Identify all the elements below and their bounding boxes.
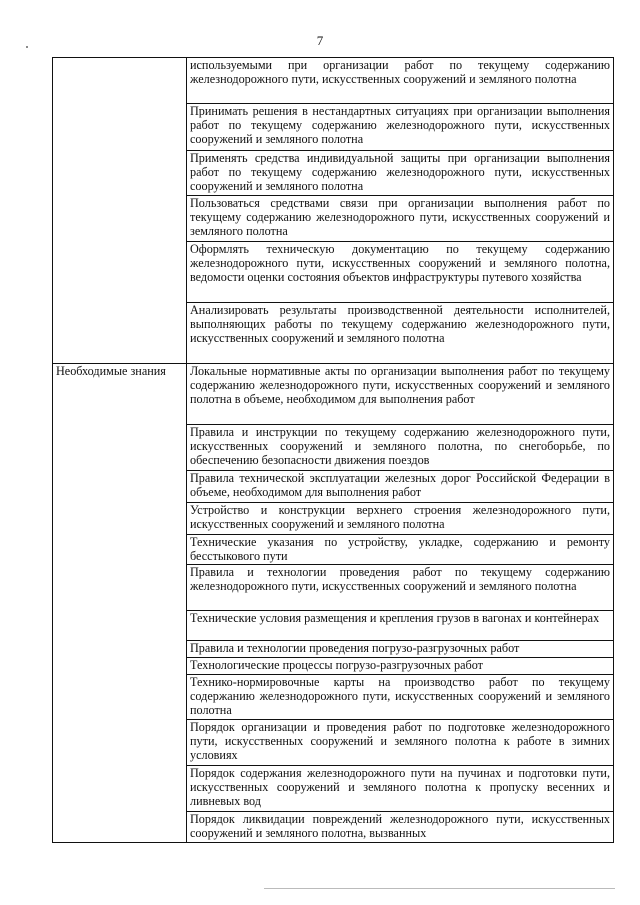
skill-item: используемыми при организации работ по текущему содержанию железнодорожного пути, искусственных сооружений и земляного полотна [187, 58, 614, 104]
knowledge-item: Правила и технологии проведения погрузо-разгрузочных работ [187, 641, 614, 658]
page-number: 7 [316, 33, 324, 48]
skill-item: Принимать решения в нестандартных ситуациях при организации выполнения работ по текущему содержанию железнодорожного пути, искусственных сооружений и земляного полотна [187, 104, 614, 151]
knowledge-item: Технические условия размещения и крепления грузов в вагонах и контейнерах [187, 611, 614, 641]
knowledge-item: Устройство и конструкции верхнего строения железнодорожного пути, искусственных сооружений и земляного полотна [187, 503, 614, 535]
competency-table [52, 57, 614, 843]
knowledge-item: Порядок организации и проведения работ по подготовке железнодорожного пути, искусственных сооружений и земляного полотна к работе в зимних условиях [187, 720, 614, 766]
skill-item: Оформлять техническую документацию по текущему содержанию железнодорожного пути, искусственных сооружений и земляного полотна, ведомости оценки состояния объектов инфраструктуры путевого хозяйства [187, 242, 614, 303]
knowledge-item: Локальные нормативные акты по организации выполнения работ по текущему содержанию железнодорожного пути, искусственных сооружений и земляного полотна в объеме, необходимом для выполнения работ [187, 364, 614, 425]
knowledge-item: Правила и технологии проведения работ по текущему содержанию железнодорожного пути, искусственных сооружений и земляного полотна [187, 565, 614, 611]
knowledge-item: Правила и инструкции по текущему содержанию железнодорожного пути, искусственных сооружений и земляного полотна, по снегоборьбе, по обеспечению безопасности движения поездов [187, 425, 614, 471]
knowledge-item: Технико-нормировочные карты на производство работ по текущему содержанию железнодорожного пути, искусственных сооружений и земляного полотна [187, 675, 614, 720]
knowledge-item: Порядок содержания железнодорожного пути на пучинах и подготовки пути, искусственных сооружений и земляного полотна к пропуску весенних и ливневых вод [187, 766, 614, 812]
page-bottom-rule [264, 888, 615, 889]
table-row [53, 58, 614, 104]
skill-item: Пользоваться средствами связи при организации выполнения работ по текущему содержанию железнодорожного пути, искусственных сооружений и земляного полотна [187, 196, 614, 242]
skill-item: Анализировать результаты производственной деятельности исполнителей, выполняющих работы по текущему содержанию железнодорожного пути, искусственных сооружений и земляного полотна [187, 303, 614, 364]
knowledge-label: Необходимые знания [53, 364, 187, 843]
knowledge-item: Технологические процессы погрузо-разгрузочных работ [187, 658, 614, 675]
knowledge-item: Технические указания по устройству, укладке, содержанию и ремонту бесстыкового пути [187, 535, 614, 565]
table-row [53, 364, 614, 425]
knowledge-item: Порядок ликвидации повреждений железнодорожного пути, искусственных сооружений и земляного полотна, вызванных [187, 812, 614, 843]
knowledge-item: Правила технической эксплуатации железных дорог Российской Федерации в объеме, необходимом для выполнения работ [187, 471, 614, 503]
skill-item: Применять средства индивидуальной защиты при организации выполнения работ по текущему содержанию железнодорожного пути, искусственных сооружений и земляного полотна [187, 151, 614, 196]
skills-label-cell [53, 58, 187, 364]
